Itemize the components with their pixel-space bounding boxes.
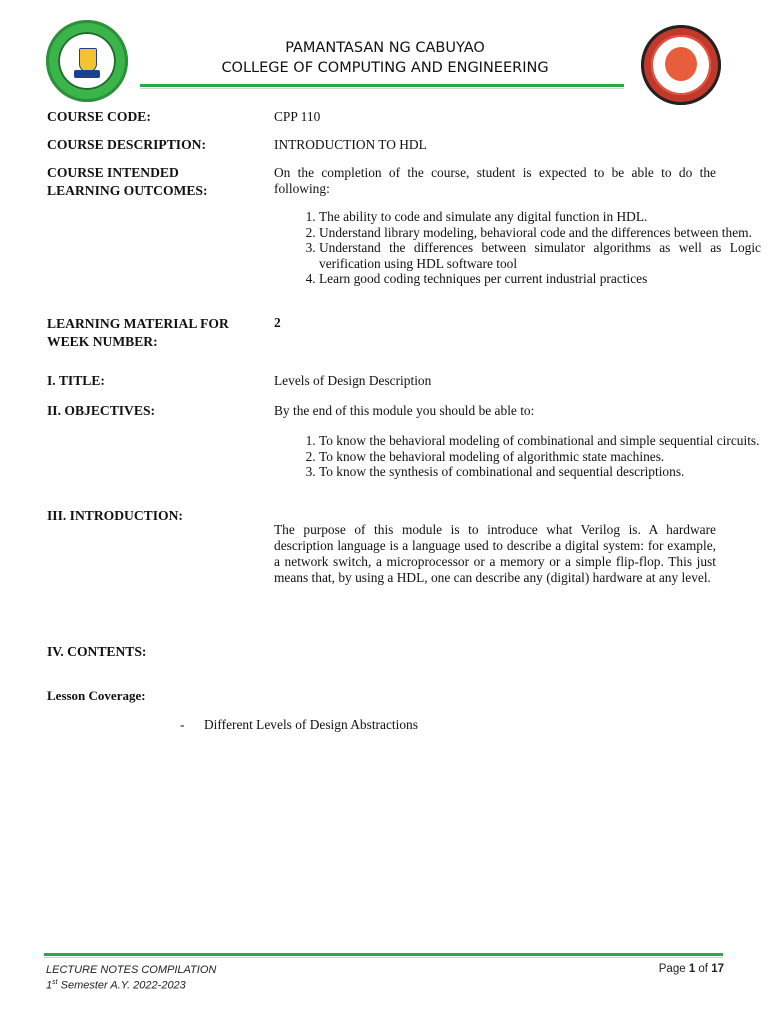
header-divider-shadow	[140, 88, 624, 89]
semester-number: 1	[46, 979, 53, 992]
course-code-value: CPP 110	[274, 109, 321, 124]
page-word: Page	[658, 963, 689, 975]
header-divider	[140, 84, 624, 87]
list-item: 2. To know the behavioral modeling of algorithmic state machines.	[319, 449, 761, 465]
objectives-list	[274, 433, 761, 480]
shield-icon	[79, 48, 97, 72]
contents-label: IV. CONTENTS:	[47, 644, 147, 659]
title-label: I. TITLE:	[47, 373, 105, 388]
lesson-coverage-label: Lesson Coverage:	[47, 688, 146, 703]
page-number	[600, 963, 724, 975]
list-item: 1. To know the behavioral modeling of combinational and simple sequential circuits.	[319, 433, 761, 449]
page-total: 17	[711, 963, 724, 975]
objectives-intro: By the end of this module you should be able to:	[274, 403, 535, 418]
footer-divider	[44, 953, 723, 956]
footer-divider-shadow	[44, 957, 723, 958]
title-value: Levels of Design Description	[274, 373, 432, 388]
college-logo	[641, 25, 721, 105]
week-label-line2: WEEK NUMBER:	[47, 334, 158, 349]
outcomes-intro: On the completion of the course, student is expected to be able to do the following:	[274, 165, 716, 196]
lesson-coverage-item: Different Levels of Design Abstractions	[204, 717, 418, 732]
list-item: 3. To know the synthesis of combinational and sequential descriptions.	[319, 464, 761, 480]
footer-title: LECTURE NOTES COMPILATION	[46, 964, 217, 976]
college-name: COLLEGE OF COMPUTING AND ENGINEERING	[221, 60, 549, 76]
outcomes-list	[274, 209, 761, 287]
list-item: 1. The ability to code and simulate any digital function in HDL.	[319, 209, 761, 225]
page-current: 1	[688, 963, 696, 975]
list-item: 4. Learn good coding techniques per current industrial practices	[319, 271, 761, 287]
introduction-label: III. INTRODUCTION:	[47, 508, 183, 523]
objectives-label: II. OBJECTIVES:	[47, 403, 156, 418]
outcomes-label-line2: LEARNING OUTCOMES:	[47, 183, 208, 198]
list-item: 3. Understand the differences between simulator algorithms as well as Logic verification using HDL software tool	[319, 240, 761, 271]
course-description-value: INTRODUCTION TO HDL	[274, 137, 427, 152]
circuit-icon	[665, 47, 697, 81]
semester-text: Semester A.Y. 2022-2023	[57, 979, 186, 992]
university-name: PAMANTASAN NG CABUYAO	[285, 40, 485, 56]
footer-semester	[46, 979, 186, 992]
course-description-label: COURSE DESCRIPTION:	[47, 137, 206, 152]
outcomes-label-line1: COURSE INTENDED	[47, 165, 179, 180]
crest-banner	[74, 70, 100, 78]
course-code-label: COURSE CODE:	[47, 109, 151, 124]
university-seal-logo	[46, 20, 128, 102]
page-of: of	[695, 963, 712, 975]
list-bullet: -	[180, 717, 185, 732]
list-item: 2. Understand library modeling, behavioral code and the differences between them.	[319, 225, 761, 241]
week-number: 2	[274, 315, 281, 330]
semester-suffix: st	[52, 979, 58, 986]
week-label-line1: LEARNING MATERIAL FOR	[47, 316, 229, 331]
introduction-text: The purpose of this module is to introduce what Verilog is. A hardware description language is a language used to describe a digital system: for example, a network switch, a microprocessor or a memory or a simple flip-flop. This just means that, by using a HDL, one can describe any (digital) hardware at any level.	[274, 522, 716, 585]
